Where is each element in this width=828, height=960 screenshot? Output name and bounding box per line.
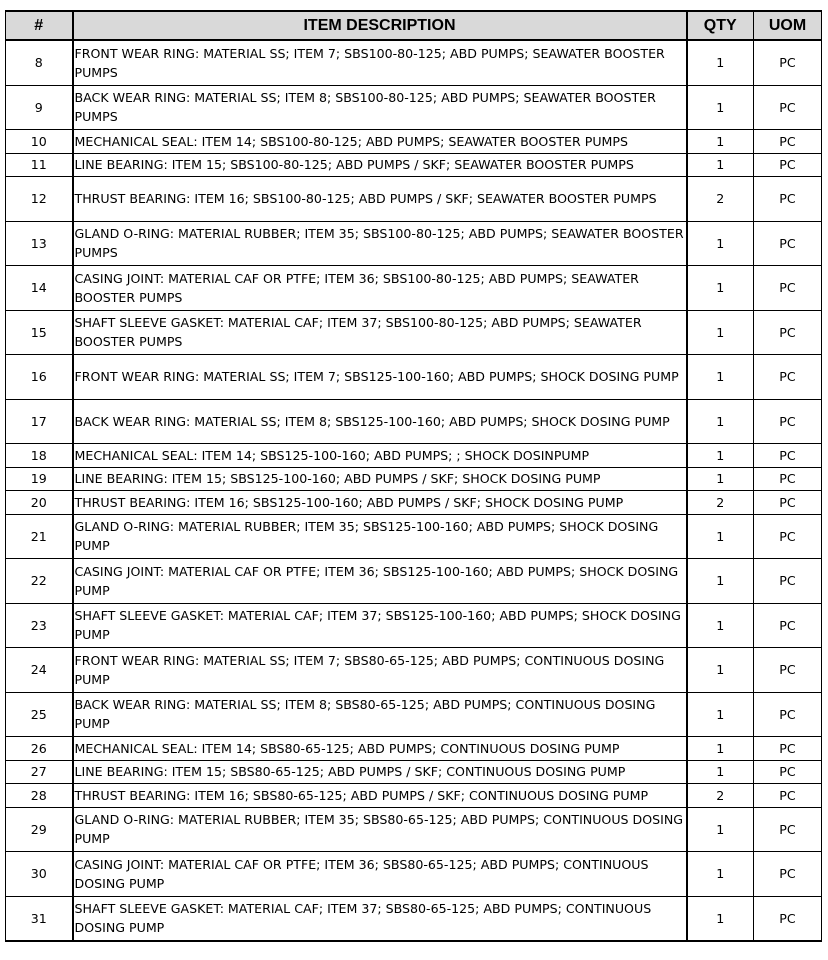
item-description-cell: GLAND O-RING: MATERIAL RUBBER; ITEM 35; SBS100-80-125; ABD PUMPS; SEAWATER BOOSTER PUMPS	[73, 221, 687, 266]
table-row	[6, 514, 822, 559]
item-number-cell: 17	[6, 399, 73, 444]
unit-of-measure-cell: PC	[754, 266, 822, 311]
quantity-cell: 1	[687, 807, 754, 852]
item-number-cell: 14	[6, 266, 73, 311]
header-qty: QTY	[687, 11, 754, 40]
table-row	[6, 153, 822, 177]
unit-of-measure-cell: PC	[754, 559, 822, 604]
item-number-cell: 20	[6, 491, 73, 515]
item-number-cell: 25	[6, 692, 73, 737]
item-description-cell: LINE BEARING: ITEM 15; SBS80-65-125; ABD PUMPS / SKF; CONTINUOUS DOSING PUMP	[73, 760, 687, 784]
item-number-cell: 9	[6, 85, 73, 130]
table-row	[6, 444, 822, 468]
item-number-cell: 21	[6, 514, 73, 559]
table-row	[6, 310, 822, 355]
item-description-cell: FRONT WEAR RING: MATERIAL SS; ITEM 7; SBS125-100-160; ABD PUMPS; SHOCK DOSING PUMP	[73, 355, 687, 400]
table-row	[6, 737, 822, 761]
item-description-cell: BACK WEAR RING: MATERIAL SS; ITEM 8; SBS80-65-125; ABD PUMPS; CONTINUOUS DOSING PUMP	[73, 692, 687, 737]
table-row	[6, 648, 822, 693]
table-row	[6, 130, 822, 154]
item-number-cell: 28	[6, 784, 73, 808]
unit-of-measure-cell: PC	[754, 514, 822, 559]
item-description-cell: THRUST BEARING: ITEM 16; SBS80-65-125; ABD PUMPS / SKF; CONTINUOUS DOSING PUMP	[73, 784, 687, 808]
table-row	[6, 221, 822, 266]
unit-of-measure-cell: PC	[754, 737, 822, 761]
header-number: #	[6, 11, 73, 40]
item-number-cell: 18	[6, 444, 73, 468]
quantity-cell: 1	[687, 130, 754, 154]
quantity-cell: 1	[687, 85, 754, 130]
unit-of-measure-cell: PC	[754, 692, 822, 737]
item-description-cell: MECHANICAL SEAL: ITEM 14; SBS125-100-160; ABD PUMPS; ; SHOCK DOSINPUMP	[73, 444, 687, 468]
header-item-description: ITEM DESCRIPTION	[73, 11, 687, 40]
unit-of-measure-cell: PC	[754, 130, 822, 154]
quantity-cell: 2	[687, 784, 754, 808]
item-number-cell: 24	[6, 648, 73, 693]
quantity-cell: 1	[687, 221, 754, 266]
item-description-cell: FRONT WEAR RING: MATERIAL SS; ITEM 7; SBS100-80-125; ABD PUMPS; SEAWATER BOOSTER PUMPS	[73, 40, 687, 85]
item-description-cell: LINE BEARING: ITEM 15; SBS125-100-160; ABD PUMPS / SKF; SHOCK DOSING PUMP	[73, 467, 687, 491]
unit-of-measure-cell: PC	[754, 467, 822, 491]
table-row	[6, 467, 822, 491]
unit-of-measure-cell: PC	[754, 807, 822, 852]
quantity-cell: 1	[687, 153, 754, 177]
unit-of-measure-cell: PC	[754, 399, 822, 444]
unit-of-measure-cell: PC	[754, 491, 822, 515]
header-row	[6, 11, 822, 40]
table-row	[6, 852, 822, 897]
item-number-cell: 27	[6, 760, 73, 784]
quantity-cell: 1	[687, 467, 754, 491]
item-description-cell: CASING JOINT: MATERIAL CAF OR PTFE; ITEM 36; SBS125-100-160; ABD PUMPS; SHOCK DOSING PUMP	[73, 559, 687, 604]
quantity-cell: 1	[687, 603, 754, 648]
quantity-cell: 2	[687, 491, 754, 515]
item-number-cell: 30	[6, 852, 73, 897]
item-description-cell: THRUST BEARING: ITEM 16; SBS125-100-160; ABD PUMPS / SKF; SHOCK DOSING PUMP	[73, 491, 687, 515]
quantity-cell: 1	[687, 559, 754, 604]
quantity-cell: 1	[687, 444, 754, 468]
table-row	[6, 399, 822, 444]
header-uom: UOM	[754, 11, 822, 40]
item-description-cell: CASING JOINT: MATERIAL CAF OR PTFE; ITEM 36; SBS100-80-125; ABD PUMPS; SEAWATER BOOSTER PUMPS	[73, 266, 687, 311]
item-number-cell: 12	[6, 177, 73, 222]
item-description-cell: GLAND O-RING: MATERIAL RUBBER; ITEM 35; SBS80-65-125; ABD PUMPS; CONTINUOUS DOSING PUMP	[73, 807, 687, 852]
item-description-cell: CASING JOINT: MATERIAL CAF OR PTFE; ITEM 36; SBS80-65-125; ABD PUMPS; CONTINUOUS DOSING PUMP	[73, 852, 687, 897]
item-number-cell: 19	[6, 467, 73, 491]
items-table	[5, 10, 822, 942]
quantity-cell: 1	[687, 40, 754, 85]
table-row	[6, 603, 822, 648]
quantity-cell: 1	[687, 355, 754, 400]
unit-of-measure-cell: PC	[754, 444, 822, 468]
item-number-cell: 22	[6, 559, 73, 604]
table-row	[6, 896, 822, 941]
unit-of-measure-cell: PC	[754, 603, 822, 648]
quantity-cell: 1	[687, 896, 754, 941]
item-description-cell: FRONT WEAR RING: MATERIAL SS; ITEM 7; SBS80-65-125; ABD PUMPS; CONTINUOUS DOSING PUMP	[73, 648, 687, 693]
quantity-cell: 1	[687, 648, 754, 693]
item-description-cell: MECHANICAL SEAL: ITEM 14; SBS100-80-125; ABD PUMPS; SEAWATER BOOSTER PUMPS	[73, 130, 687, 154]
item-number-cell: 15	[6, 310, 73, 355]
item-description-cell: SHAFT SLEEVE GASKET: MATERIAL CAF; ITEM 37; SBS100-80-125; ABD PUMPS; SEAWATER BOOSTER PUMPS	[73, 310, 687, 355]
table-row	[6, 266, 822, 311]
unit-of-measure-cell: PC	[754, 896, 822, 941]
unit-of-measure-cell: PC	[754, 648, 822, 693]
item-description-cell: LINE BEARING: ITEM 15; SBS100-80-125; ABD PUMPS / SKF; SEAWATER BOOSTER PUMPS	[73, 153, 687, 177]
unit-of-measure-cell: PC	[754, 177, 822, 222]
item-description-cell: SHAFT SLEEVE GASKET: MATERIAL CAF; ITEM 37; SBS125-100-160; ABD PUMPS; SHOCK DOSING PUMP	[73, 603, 687, 648]
table-row	[6, 85, 822, 130]
table-row	[6, 559, 822, 604]
unit-of-measure-cell: PC	[754, 310, 822, 355]
table-row	[6, 784, 822, 808]
item-number-cell: 11	[6, 153, 73, 177]
unit-of-measure-cell: PC	[754, 852, 822, 897]
unit-of-measure-cell: PC	[754, 784, 822, 808]
quantity-cell: 1	[687, 760, 754, 784]
unit-of-measure-cell: PC	[754, 760, 822, 784]
table-row	[6, 807, 822, 852]
quantity-cell: 1	[687, 692, 754, 737]
quantity-cell: 1	[687, 399, 754, 444]
quantity-cell: 2	[687, 177, 754, 222]
unit-of-measure-cell: PC	[754, 85, 822, 130]
item-description-cell: BACK WEAR RING: MATERIAL SS; ITEM 8; SBS125-100-160; ABD PUMPS; SHOCK DOSING PUMP	[73, 399, 687, 444]
unit-of-measure-cell: PC	[754, 355, 822, 400]
item-number-cell: 23	[6, 603, 73, 648]
table-row	[6, 177, 822, 222]
item-number-cell: 31	[6, 896, 73, 941]
table-row	[6, 491, 822, 515]
unit-of-measure-cell: PC	[754, 153, 822, 177]
item-number-cell: 10	[6, 130, 73, 154]
quantity-cell: 1	[687, 514, 754, 559]
item-number-cell: 26	[6, 737, 73, 761]
table-row	[6, 355, 822, 400]
item-description-cell: BACK WEAR RING: MATERIAL SS; ITEM 8; SBS100-80-125; ABD PUMPS; SEAWATER BOOSTER PUMPS	[73, 85, 687, 130]
item-number-cell: 29	[6, 807, 73, 852]
item-description-cell: GLAND O-RING: MATERIAL RUBBER; ITEM 35; SBS125-100-160; ABD PUMPS; SHOCK DOSING PUMP	[73, 514, 687, 559]
item-number-cell: 8	[6, 40, 73, 85]
quantity-cell: 1	[687, 852, 754, 897]
unit-of-measure-cell: PC	[754, 40, 822, 85]
item-description-cell: THRUST BEARING: ITEM 16; SBS100-80-125; ABD PUMPS / SKF; SEAWATER BOOSTER PUMPS	[73, 177, 687, 222]
table-row	[6, 760, 822, 784]
item-description-cell: SHAFT SLEEVE GASKET: MATERIAL CAF; ITEM 37; SBS80-65-125; ABD PUMPS; CONTINUOUS DOSING PUMP	[73, 896, 687, 941]
unit-of-measure-cell: PC	[754, 221, 822, 266]
item-description-cell: MECHANICAL SEAL: ITEM 14; SBS80-65-125; ABD PUMPS; CONTINUOUS DOSING PUMP	[73, 737, 687, 761]
item-number-cell: 16	[6, 355, 73, 400]
table-row	[6, 40, 822, 85]
quantity-cell: 1	[687, 310, 754, 355]
quantity-cell: 1	[687, 266, 754, 311]
quantity-cell: 1	[687, 737, 754, 761]
table-row	[6, 692, 822, 737]
item-number-cell: 13	[6, 221, 73, 266]
